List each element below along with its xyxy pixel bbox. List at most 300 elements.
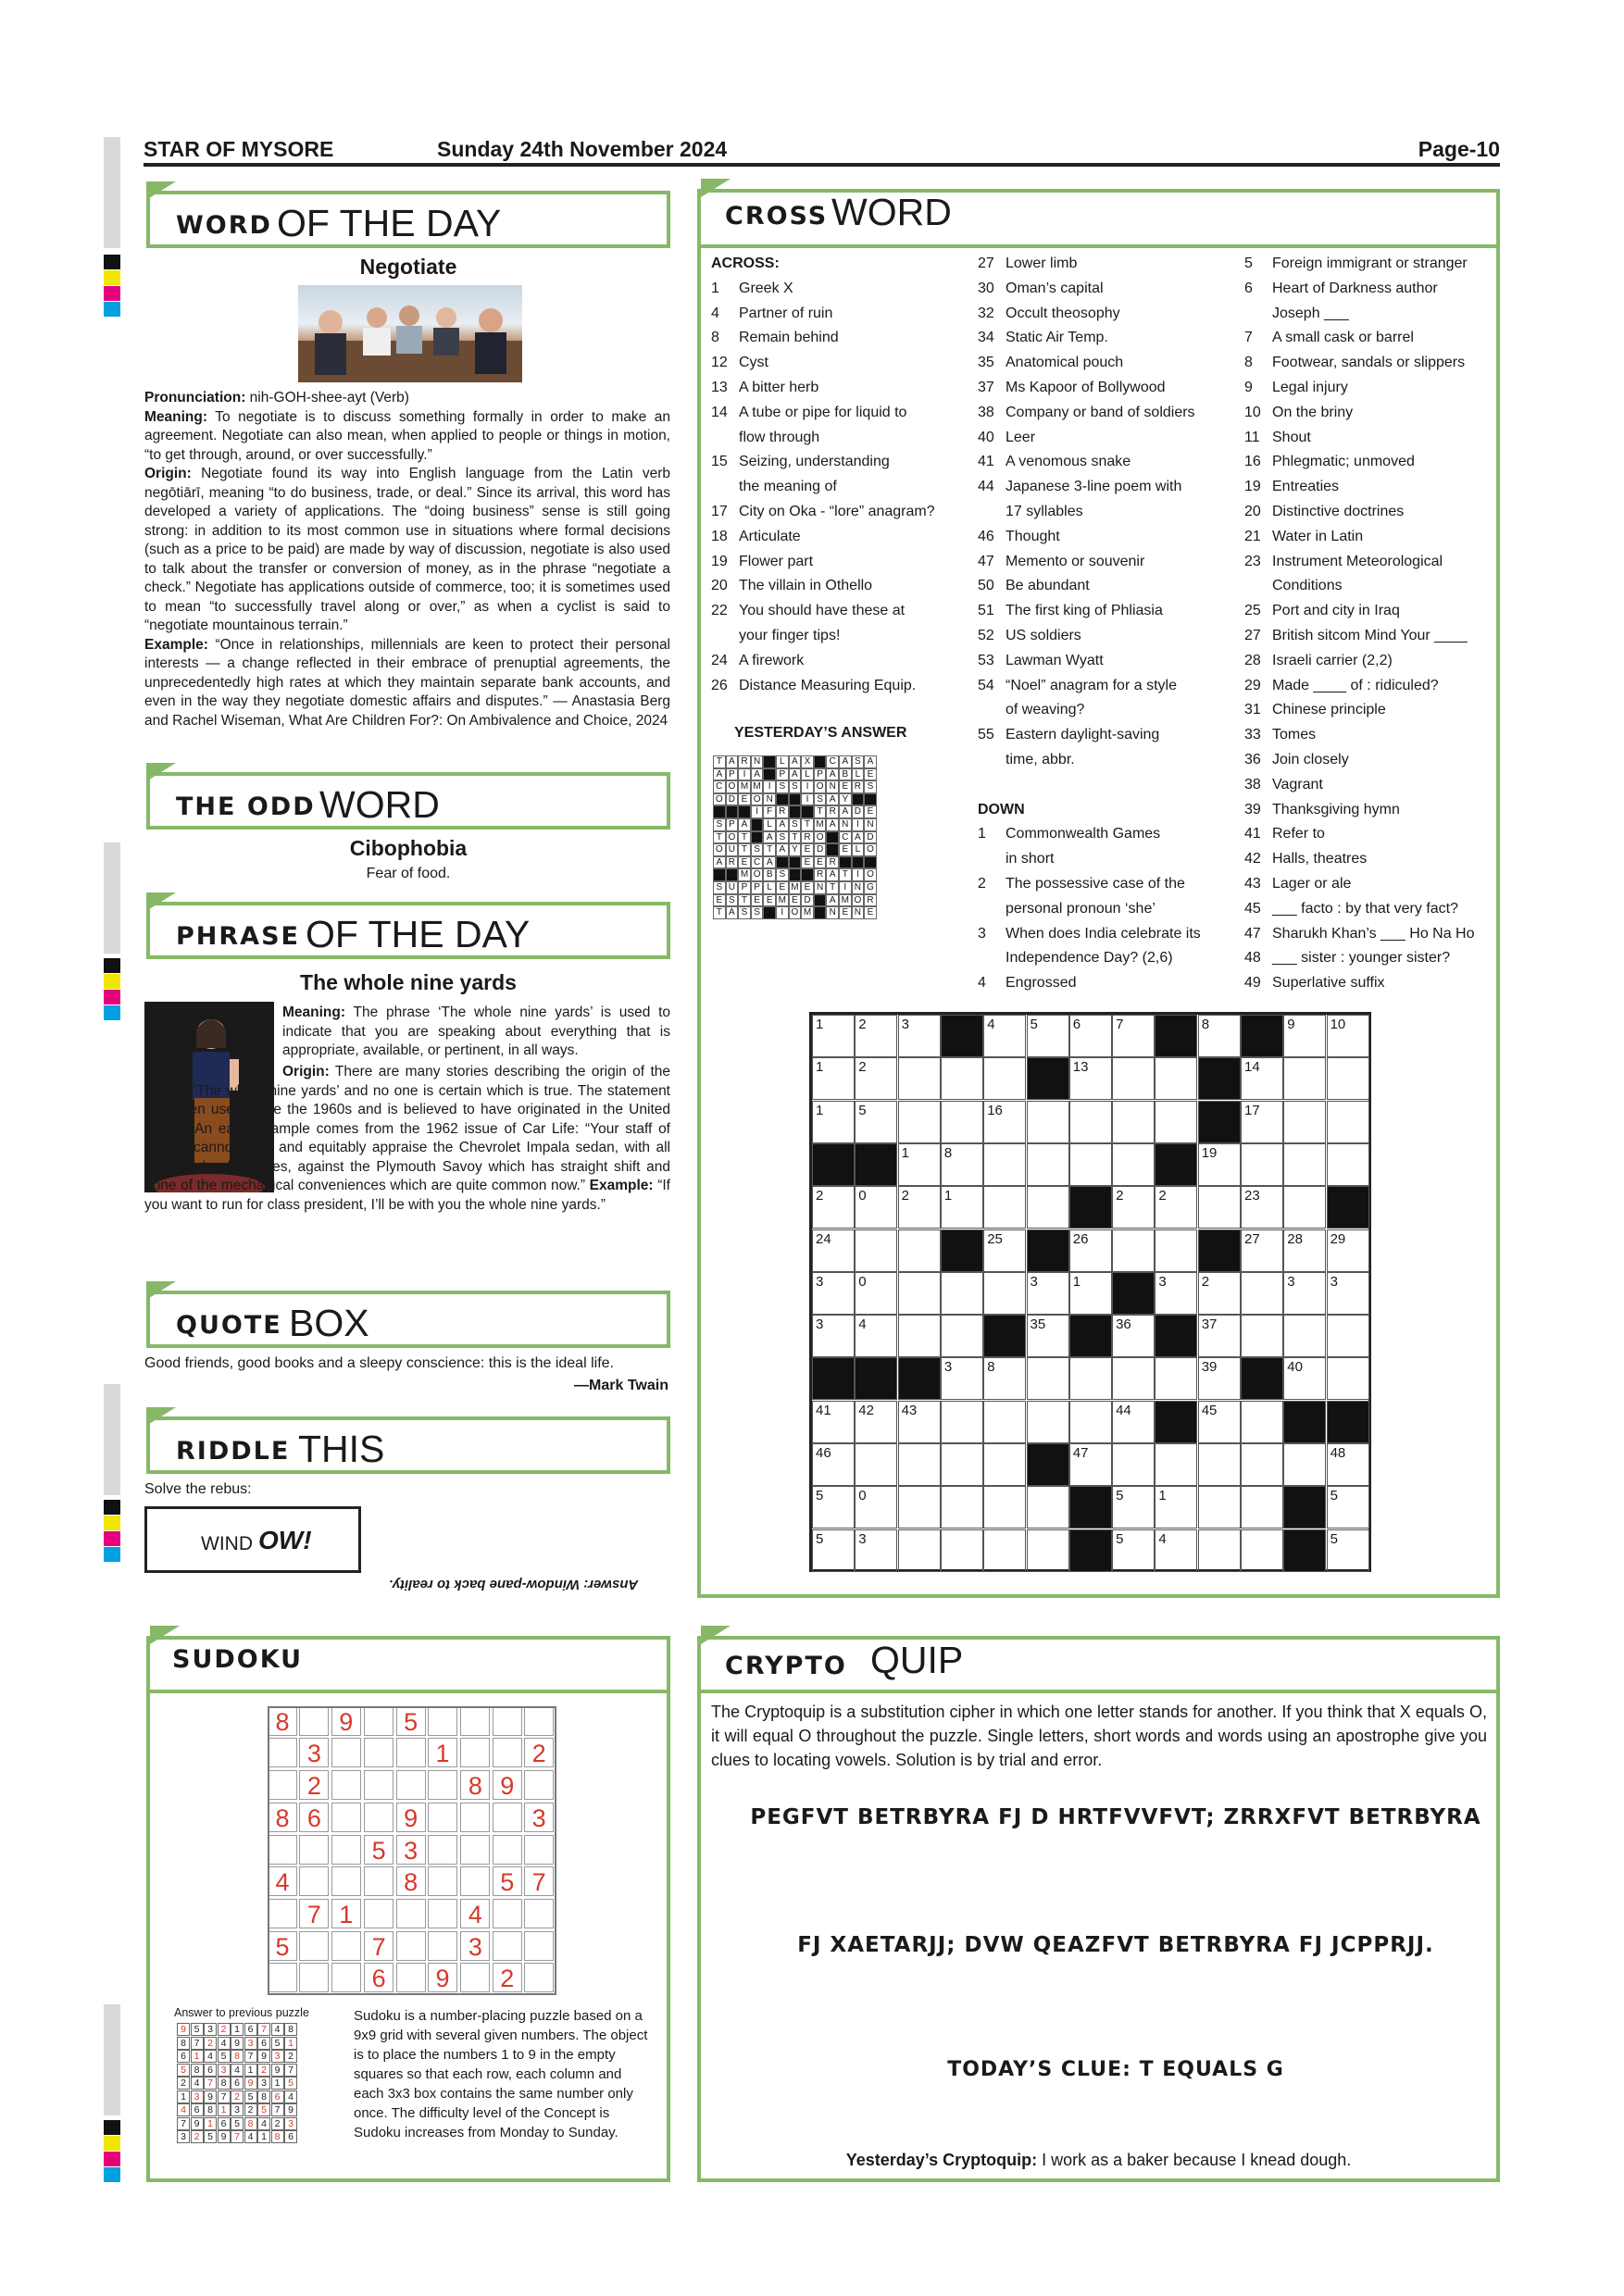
rebus-box — [144, 1506, 361, 1573]
crossword-cell[interactable] — [1283, 1272, 1326, 1315]
previous-sudoku-cell: 9 — [204, 2090, 217, 2103]
crossword-cell[interactable] — [1155, 1272, 1197, 1315]
sudoku-cell[interactable] — [460, 1866, 490, 1896]
crossword-cell[interactable] — [855, 1529, 897, 1572]
previous-sudoku-cell: 8 — [191, 2064, 204, 2077]
sudoku-cell[interactable] — [524, 1706, 554, 1736]
crossword-cell[interactable] — [1069, 1057, 1112, 1100]
crossword-cell[interactable] — [1112, 1443, 1155, 1486]
sudoku-cell[interactable] — [493, 1835, 522, 1865]
answer-cell: E — [751, 894, 764, 907]
answer-cell: G — [864, 881, 877, 894]
sudoku-cell[interactable] — [524, 1931, 554, 1961]
crossword-cell[interactable] — [1027, 1186, 1069, 1229]
sudoku-cell[interactable] — [268, 1835, 297, 1865]
crossword-cell[interactable] — [983, 1443, 1026, 1486]
crossword-cell[interactable] — [1198, 1357, 1241, 1400]
clue-number: 4 — [1158, 1530, 1167, 1547]
word-title: Negotiate — [359, 255, 457, 279]
sudoku-cell[interactable] — [493, 1931, 522, 1961]
crossword-cell[interactable] — [1155, 1057, 1197, 1100]
crossword-cell[interactable] — [898, 1443, 941, 1486]
sudoku-cell[interactable]: 5 — [493, 1866, 522, 1896]
clue-number: 0 — [858, 1188, 867, 1204]
crossword-cell[interactable] — [1327, 1315, 1369, 1357]
sudoku-cell[interactable] — [493, 1803, 522, 1832]
crossword-cell[interactable] — [1069, 1272, 1112, 1315]
crossword-cell[interactable] — [1198, 1272, 1241, 1315]
crossword-cell[interactable] — [983, 1015, 1026, 1057]
sudoku-cell[interactable]: 7 — [524, 1866, 554, 1896]
answer-cell: S — [814, 793, 827, 806]
sudoku-cell[interactable] — [268, 1738, 297, 1767]
sudoku-cell[interactable]: 2 — [524, 1738, 554, 1767]
answer-cell: T — [801, 818, 814, 831]
answer-cell: O — [864, 843, 877, 856]
clue: 49 Superlative suffix — [1244, 975, 1385, 992]
crossword-cell[interactable] — [812, 1015, 855, 1057]
crossword-cell[interactable] — [1112, 1529, 1155, 1572]
crossword-cell[interactable] — [1027, 1315, 1069, 1357]
sudoku-cell[interactable]: 7 — [299, 1899, 329, 1928]
crossword-cell[interactable] — [1198, 1015, 1241, 1057]
clue: 19 Flower part — [711, 553, 814, 569]
crossword-cell[interactable] — [1327, 1015, 1369, 1057]
crossword-cell[interactable] — [898, 1186, 941, 1229]
answer-cell: L — [776, 755, 789, 768]
clue: 1 Commonwealth Games — [978, 826, 1161, 842]
crossword-cell[interactable] — [898, 1401, 941, 1443]
clue: personal pronoun ‘she’ — [1006, 900, 1156, 917]
sudoku-cell[interactable] — [364, 1899, 394, 1928]
crossword-cell[interactable] — [1112, 1015, 1155, 1057]
crossword-cell[interactable] — [1327, 1529, 1369, 1572]
crossword-cell[interactable] — [941, 1143, 983, 1186]
crossword-cell[interactable] — [1112, 1143, 1155, 1186]
crossword-cell[interactable] — [1027, 1101, 1069, 1143]
crossword-cell[interactable] — [855, 1101, 897, 1143]
previous-sudoku-cell: 4 — [191, 2077, 204, 2090]
answer-cell: A — [852, 831, 865, 844]
sudoku-cell[interactable] — [364, 1738, 394, 1767]
crossword-cell[interactable] — [1112, 1101, 1155, 1143]
sudoku-cell[interactable] — [428, 1899, 457, 1928]
crossword-cell[interactable] — [812, 1529, 855, 1572]
crossword-cell[interactable] — [1241, 1057, 1283, 1100]
crossword-cell[interactable] — [1241, 1443, 1283, 1486]
clue-number: 0 — [858, 1488, 867, 1504]
sudoku-cell[interactable] — [460, 1835, 490, 1865]
sudoku-cell[interactable]: 9 — [493, 1770, 522, 1800]
clue-number: 45 — [1201, 1402, 1218, 1418]
crossword-cell[interactable] — [1241, 1272, 1283, 1315]
crossword-cell[interactable] — [1198, 1315, 1241, 1357]
crossword-cell[interactable] — [1112, 1057, 1155, 1100]
clue-number: 2 — [901, 1188, 909, 1204]
crossword-cell[interactable] — [1327, 1143, 1369, 1186]
crossword-cell[interactable] — [855, 1057, 897, 1100]
crossword-cell[interactable] — [855, 1401, 897, 1443]
sudoku-cell[interactable] — [428, 1803, 457, 1832]
crossword-cell[interactable] — [1155, 1357, 1197, 1400]
sudoku-cell[interactable]: 6 — [364, 1963, 394, 1992]
sudoku-cell[interactable]: 8 — [268, 1803, 297, 1832]
crossword-cell[interactable] — [1069, 1101, 1112, 1143]
sudoku-cell[interactable] — [299, 1866, 329, 1896]
crossword-cell[interactable] — [983, 1186, 1026, 1229]
sudoku-cell[interactable] — [396, 1770, 426, 1800]
crossword-cell[interactable] — [1112, 1401, 1155, 1443]
crossword-cell[interactable] — [983, 1057, 1026, 1100]
crossword-cell[interactable] — [941, 1101, 983, 1143]
sudoku-cell[interactable] — [364, 1803, 394, 1832]
crossword-cell[interactable] — [1027, 1143, 1069, 1186]
answer-cell: N — [826, 906, 839, 919]
black-square — [776, 856, 789, 869]
answer-cell: U — [726, 843, 739, 856]
black-square — [898, 1357, 941, 1400]
crossword-cell[interactable] — [855, 1486, 897, 1529]
clue-number: 46 — [816, 1445, 831, 1461]
crossword-cell[interactable] — [1327, 1357, 1369, 1400]
crossword-cell[interactable] — [941, 1357, 983, 1400]
crossword-cell[interactable] — [983, 1486, 1026, 1529]
sudoku-cell[interactable] — [299, 1835, 329, 1865]
clue: 39 Thanksgiving hymn — [1244, 801, 1400, 817]
sudoku-cell[interactable]: 2 — [493, 1963, 522, 1992]
yesterday-label: YESTERDAY’S ANSWER — [734, 725, 907, 741]
black-square — [1327, 1401, 1369, 1443]
crossword-cell[interactable] — [1327, 1272, 1369, 1315]
clue-number: 2 — [858, 1017, 867, 1032]
rebus-wind: WIND — [201, 1533, 253, 1554]
crossword-cell[interactable] — [1069, 1015, 1112, 1057]
sudoku-cell[interactable] — [524, 1899, 554, 1928]
crossword-cell[interactable] — [898, 1272, 941, 1315]
registration-strip — [104, 137, 120, 248]
black-square — [826, 843, 839, 856]
sudoku-cell[interactable] — [396, 1963, 426, 1992]
crossword-cell[interactable] — [1198, 1486, 1241, 1529]
crossword-cell[interactable] — [1027, 1015, 1069, 1057]
crossword-cell[interactable] — [983, 1272, 1026, 1315]
crossword-cell[interactable] — [812, 1186, 855, 1229]
sudoku-cell[interactable] — [460, 1706, 490, 1736]
answer-cell: B — [839, 768, 852, 781]
crossword-cell[interactable] — [1198, 1443, 1241, 1486]
crossword-cell[interactable] — [941, 1315, 983, 1357]
header-word: PHRASE — [176, 922, 300, 951]
previous-sudoku-cell: 2 — [177, 2077, 190, 2090]
crossword-cell[interactable] — [1327, 1057, 1369, 1100]
sudoku-cell[interactable] — [331, 1770, 361, 1800]
crossword-cell[interactable] — [855, 1272, 897, 1315]
sudoku-cell[interactable] — [299, 1706, 329, 1736]
crossword-cell[interactable] — [1283, 1143, 1326, 1186]
crossword-cell[interactable] — [1069, 1357, 1112, 1400]
crossword-cell[interactable] — [855, 1186, 897, 1229]
sudoku-cell[interactable] — [524, 1770, 554, 1800]
black-square — [812, 1143, 855, 1186]
crossword-cell[interactable] — [1327, 1486, 1369, 1529]
crossword-cell[interactable] — [898, 1015, 941, 1057]
sudoku-cell[interactable]: 3 — [396, 1835, 426, 1865]
answer-cell: T — [738, 843, 751, 856]
sudoku-cell[interactable]: 8 — [396, 1866, 426, 1896]
sudoku-cell[interactable]: 3 — [524, 1803, 554, 1832]
sudoku-cell[interactable] — [493, 1899, 522, 1928]
sudoku-cell[interactable] — [428, 1866, 457, 1896]
sudoku-cell[interactable] — [396, 1899, 426, 1928]
answer-cell: S — [726, 894, 739, 907]
crossword-cell[interactable] — [1283, 1186, 1326, 1229]
answer-cell: A — [864, 755, 877, 768]
cryptoquip-corner — [701, 1626, 731, 1644]
sudoku-cell[interactable] — [396, 1738, 426, 1767]
crossword-cell[interactable] — [1069, 1229, 1112, 1272]
crossword-cell[interactable] — [1283, 1357, 1326, 1400]
previous-sudoku-cell: 8 — [177, 2037, 190, 2050]
clue-number: 3 — [1158, 1273, 1167, 1290]
sudoku-cell[interactable]: 4 — [268, 1866, 297, 1896]
crossword-cell[interactable] — [812, 1315, 855, 1357]
crossword-cell[interactable] — [1283, 1101, 1326, 1143]
crossword-cell[interactable] — [855, 1015, 897, 1057]
answer-cell: S — [789, 780, 802, 793]
crossword-cell[interactable] — [812, 1401, 855, 1443]
crossword-cell[interactable] — [1198, 1143, 1241, 1186]
sudoku-cell[interactable] — [460, 1803, 490, 1832]
down-clues-col3 — [1244, 252, 1494, 996]
crossword-cell[interactable] — [855, 1315, 897, 1357]
crossword-cell[interactable] — [1283, 1229, 1326, 1272]
crossword-cell[interactable] — [1027, 1529, 1069, 1572]
crossword-cell[interactable] — [898, 1101, 941, 1143]
crossword-cell[interactable] — [1198, 1401, 1241, 1443]
crossword-cell[interactable] — [1027, 1272, 1069, 1315]
clue: 22 You should have these at — [711, 603, 906, 619]
sudoku-cell[interactable] — [524, 1835, 554, 1865]
previous-sudoku-cell: 5 — [284, 2077, 297, 2090]
registration-mark — [104, 974, 120, 989]
crossword-cell[interactable] — [812, 1272, 855, 1315]
crossword-cell[interactable] — [983, 1529, 1026, 1572]
crossword-cell[interactable] — [1112, 1357, 1155, 1400]
answer-cell: S — [751, 906, 764, 919]
crossword-cell[interactable] — [983, 1101, 1026, 1143]
crossword-cell[interactable] — [983, 1143, 1026, 1186]
sudoku-cell[interactable]: 9 — [428, 1963, 457, 1992]
crossword-cell[interactable] — [1155, 1229, 1197, 1272]
answer-cell: T — [839, 868, 852, 881]
crossword-cell[interactable] — [1155, 1443, 1197, 1486]
sudoku-cell[interactable]: 7 — [364, 1931, 394, 1961]
crossword-cell[interactable] — [898, 1315, 941, 1357]
sudoku-cell[interactable] — [493, 1706, 522, 1736]
sudoku-cell[interactable] — [268, 1899, 297, 1928]
sudoku-cell[interactable] — [428, 1706, 457, 1736]
sudoku-cell[interactable]: 9 — [331, 1706, 361, 1736]
registration-mark — [104, 2152, 120, 2166]
sudoku-cell[interactable] — [493, 1738, 522, 1767]
crossword-cell[interactable] — [1327, 1443, 1369, 1486]
crossword-cell[interactable] — [1241, 1529, 1283, 1572]
crossword-cell[interactable] — [1198, 1529, 1241, 1572]
sudoku-cell[interactable]: 9 — [396, 1803, 426, 1832]
crossword-cell[interactable] — [1241, 1101, 1283, 1143]
masthead — [144, 137, 1500, 167]
sudoku-cell[interactable] — [428, 1770, 457, 1800]
sudoku-description: Sudoku is a number-placing puzzle based on a 9x9 grid with several given numbers. The object is to place the numbers 1 to 9 in the empty squares so that each row, each column and each 3x3 box contains the same number only once. The difficulty level of the Concept is Sudoku increases from Monday to Sunday. — [354, 2008, 648, 2140]
clue-number: 1 — [901, 1144, 909, 1161]
crossword-cell[interactable] — [1155, 1529, 1197, 1572]
crossword-cell[interactable] — [1241, 1143, 1283, 1186]
clue: 5 Foreign immigrant or stranger — [1244, 256, 1468, 271]
crossword-cell[interactable] — [1283, 1443, 1326, 1486]
crossword-cell[interactable] — [898, 1143, 941, 1186]
sudoku-cell[interactable] — [268, 1770, 297, 1800]
answer-cell: L — [852, 768, 865, 781]
previous-sudoku-cell: 7 — [271, 2103, 284, 2116]
crossword-cell[interactable] — [1283, 1057, 1326, 1100]
clue-number: 13 — [1072, 1059, 1089, 1076]
crossword-cell[interactable] — [812, 1101, 855, 1143]
crossword-cell[interactable] — [812, 1057, 855, 1100]
sudoku-cell[interactable] — [331, 1866, 361, 1896]
crossword-cell[interactable] — [1027, 1486, 1069, 1529]
crossword-cell[interactable] — [941, 1529, 983, 1572]
crossword-cell[interactable] — [898, 1486, 941, 1529]
sudoku-cell[interactable]: 1 — [331, 1899, 361, 1928]
sudoku-cell[interactable]: 4 — [460, 1899, 490, 1928]
black-square — [713, 868, 726, 881]
phrase-title: The whole nine yards — [300, 970, 517, 994]
crossword-cell[interactable] — [1241, 1186, 1283, 1229]
sudoku-cell[interactable]: 5 — [268, 1931, 297, 1961]
clue: 36 Join closely — [1244, 751, 1349, 767]
sudoku-cell[interactable] — [364, 1706, 394, 1736]
crossword-cell[interactable] — [1198, 1186, 1241, 1229]
clue-number: 24 — [816, 1230, 831, 1247]
sudoku-cell[interactable] — [331, 1963, 361, 1992]
crossword-cell[interactable] — [812, 1443, 855, 1486]
crossword-cell[interactable] — [1112, 1486, 1155, 1529]
crossword-cell[interactable] — [983, 1357, 1026, 1400]
crossword-cell[interactable] — [812, 1486, 855, 1529]
crossword-cell[interactable] — [1112, 1186, 1155, 1229]
answer-cell: S — [713, 881, 726, 894]
crossword-cell[interactable] — [1112, 1315, 1155, 1357]
crossword-cell[interactable] — [898, 1229, 941, 1272]
sudoku-cell[interactable] — [299, 1963, 329, 1992]
crossword-cell[interactable] — [1241, 1315, 1283, 1357]
crossword-cell[interactable] — [812, 1229, 855, 1272]
crossword-cell[interactable] — [1327, 1229, 1369, 1272]
crossword-cell[interactable] — [983, 1401, 1026, 1443]
crossword-cell[interactable] — [1069, 1143, 1112, 1186]
crossword-cell[interactable] — [941, 1443, 983, 1486]
black-square — [864, 856, 877, 869]
sudoku-cell[interactable]: 2 — [299, 1770, 329, 1800]
crossword-cell[interactable] — [983, 1229, 1026, 1272]
crossword-cell[interactable] — [898, 1057, 941, 1100]
answer-cell: M — [751, 780, 764, 793]
crossword-cell[interactable] — [1155, 1486, 1197, 1529]
sudoku-cell[interactable]: 5 — [364, 1835, 394, 1865]
crossword-cell[interactable] — [1027, 1401, 1069, 1443]
clue: 40 Leer — [978, 429, 1036, 445]
clue: 47 Sharukh Khan’s ___ Ho Na Ho — [1244, 925, 1475, 942]
crossword-cell[interactable] — [855, 1443, 897, 1486]
crossword-cell[interactable] — [1283, 1015, 1326, 1057]
clue: 23 Instrument Meteorological — [1244, 553, 1443, 569]
sudoku-cell[interactable] — [524, 1963, 554, 1992]
crossword-cell[interactable] — [1069, 1401, 1112, 1443]
crossword-cell[interactable] — [941, 1486, 983, 1529]
sudoku-cell[interactable]: 3 — [460, 1931, 490, 1961]
crossword-cell[interactable] — [1241, 1486, 1283, 1529]
clue-number: 5 — [858, 1102, 867, 1118]
sudoku-cell[interactable] — [268, 1963, 297, 1992]
crossword-cell[interactable] — [1241, 1401, 1283, 1443]
answer-cell: U — [726, 881, 739, 894]
answer-cell: A — [826, 768, 839, 781]
crossword-cell[interactable] — [1027, 1357, 1069, 1400]
crossword-cell[interactable] — [855, 1229, 897, 1272]
sudoku-cell[interactable]: 5 — [396, 1706, 426, 1736]
rebus-ow: OW! — [258, 1526, 312, 1554]
previous-sudoku-cell: 4 — [284, 2090, 297, 2103]
crossword-cell[interactable] — [1112, 1229, 1155, 1272]
crossword-cell[interactable] — [941, 1272, 983, 1315]
crossword-cell[interactable] — [1327, 1101, 1369, 1143]
crossword-cell[interactable] — [1241, 1229, 1283, 1272]
sudoku-cell[interactable] — [428, 1931, 457, 1961]
sudoku-cell[interactable] — [396, 1931, 426, 1961]
sudoku-cell[interactable]: 3 — [299, 1738, 329, 1767]
crossword-cell[interactable] — [1069, 1443, 1112, 1486]
crossword-cell[interactable] — [1283, 1315, 1326, 1357]
sudoku-cell[interactable] — [460, 1738, 490, 1767]
sudoku-cell[interactable]: 8 — [460, 1770, 490, 1800]
sudoku-cell[interactable] — [428, 1835, 457, 1865]
sudoku-cell[interactable] — [331, 1738, 361, 1767]
sudoku-cell[interactable] — [364, 1866, 394, 1896]
sudoku-cell[interactable]: 8 — [268, 1706, 297, 1736]
crossword-cell[interactable] — [941, 1186, 983, 1229]
registration-strip — [104, 2004, 120, 2115]
answer-cell: R — [826, 805, 839, 818]
crossword-cell[interactable] — [1155, 1101, 1197, 1143]
crossword-cell[interactable] — [898, 1529, 941, 1572]
crossword-cell[interactable] — [941, 1401, 983, 1443]
sudoku-cell[interactable] — [299, 1931, 329, 1961]
sudoku-cell[interactable] — [460, 1963, 490, 1992]
crossword-cell[interactable] — [1155, 1186, 1197, 1229]
sudoku-cell[interactable] — [364, 1770, 394, 1800]
header-word: QUOTE — [176, 1311, 282, 1340]
clue-number: 2 — [816, 1188, 824, 1204]
answer-cell: P — [738, 881, 751, 894]
clue-number: 39 — [1201, 1359, 1218, 1376]
sudoku-cell[interactable]: 6 — [299, 1803, 329, 1832]
sudoku-cell[interactable] — [331, 1803, 361, 1832]
sudoku-cell[interactable] — [331, 1835, 361, 1865]
crossword-cell[interactable] — [941, 1057, 983, 1100]
sudoku-cell[interactable] — [331, 1931, 361, 1961]
sudoku-cell[interactable]: 1 — [428, 1738, 457, 1767]
quote-author: —Mark Twain — [574, 1378, 668, 1393]
